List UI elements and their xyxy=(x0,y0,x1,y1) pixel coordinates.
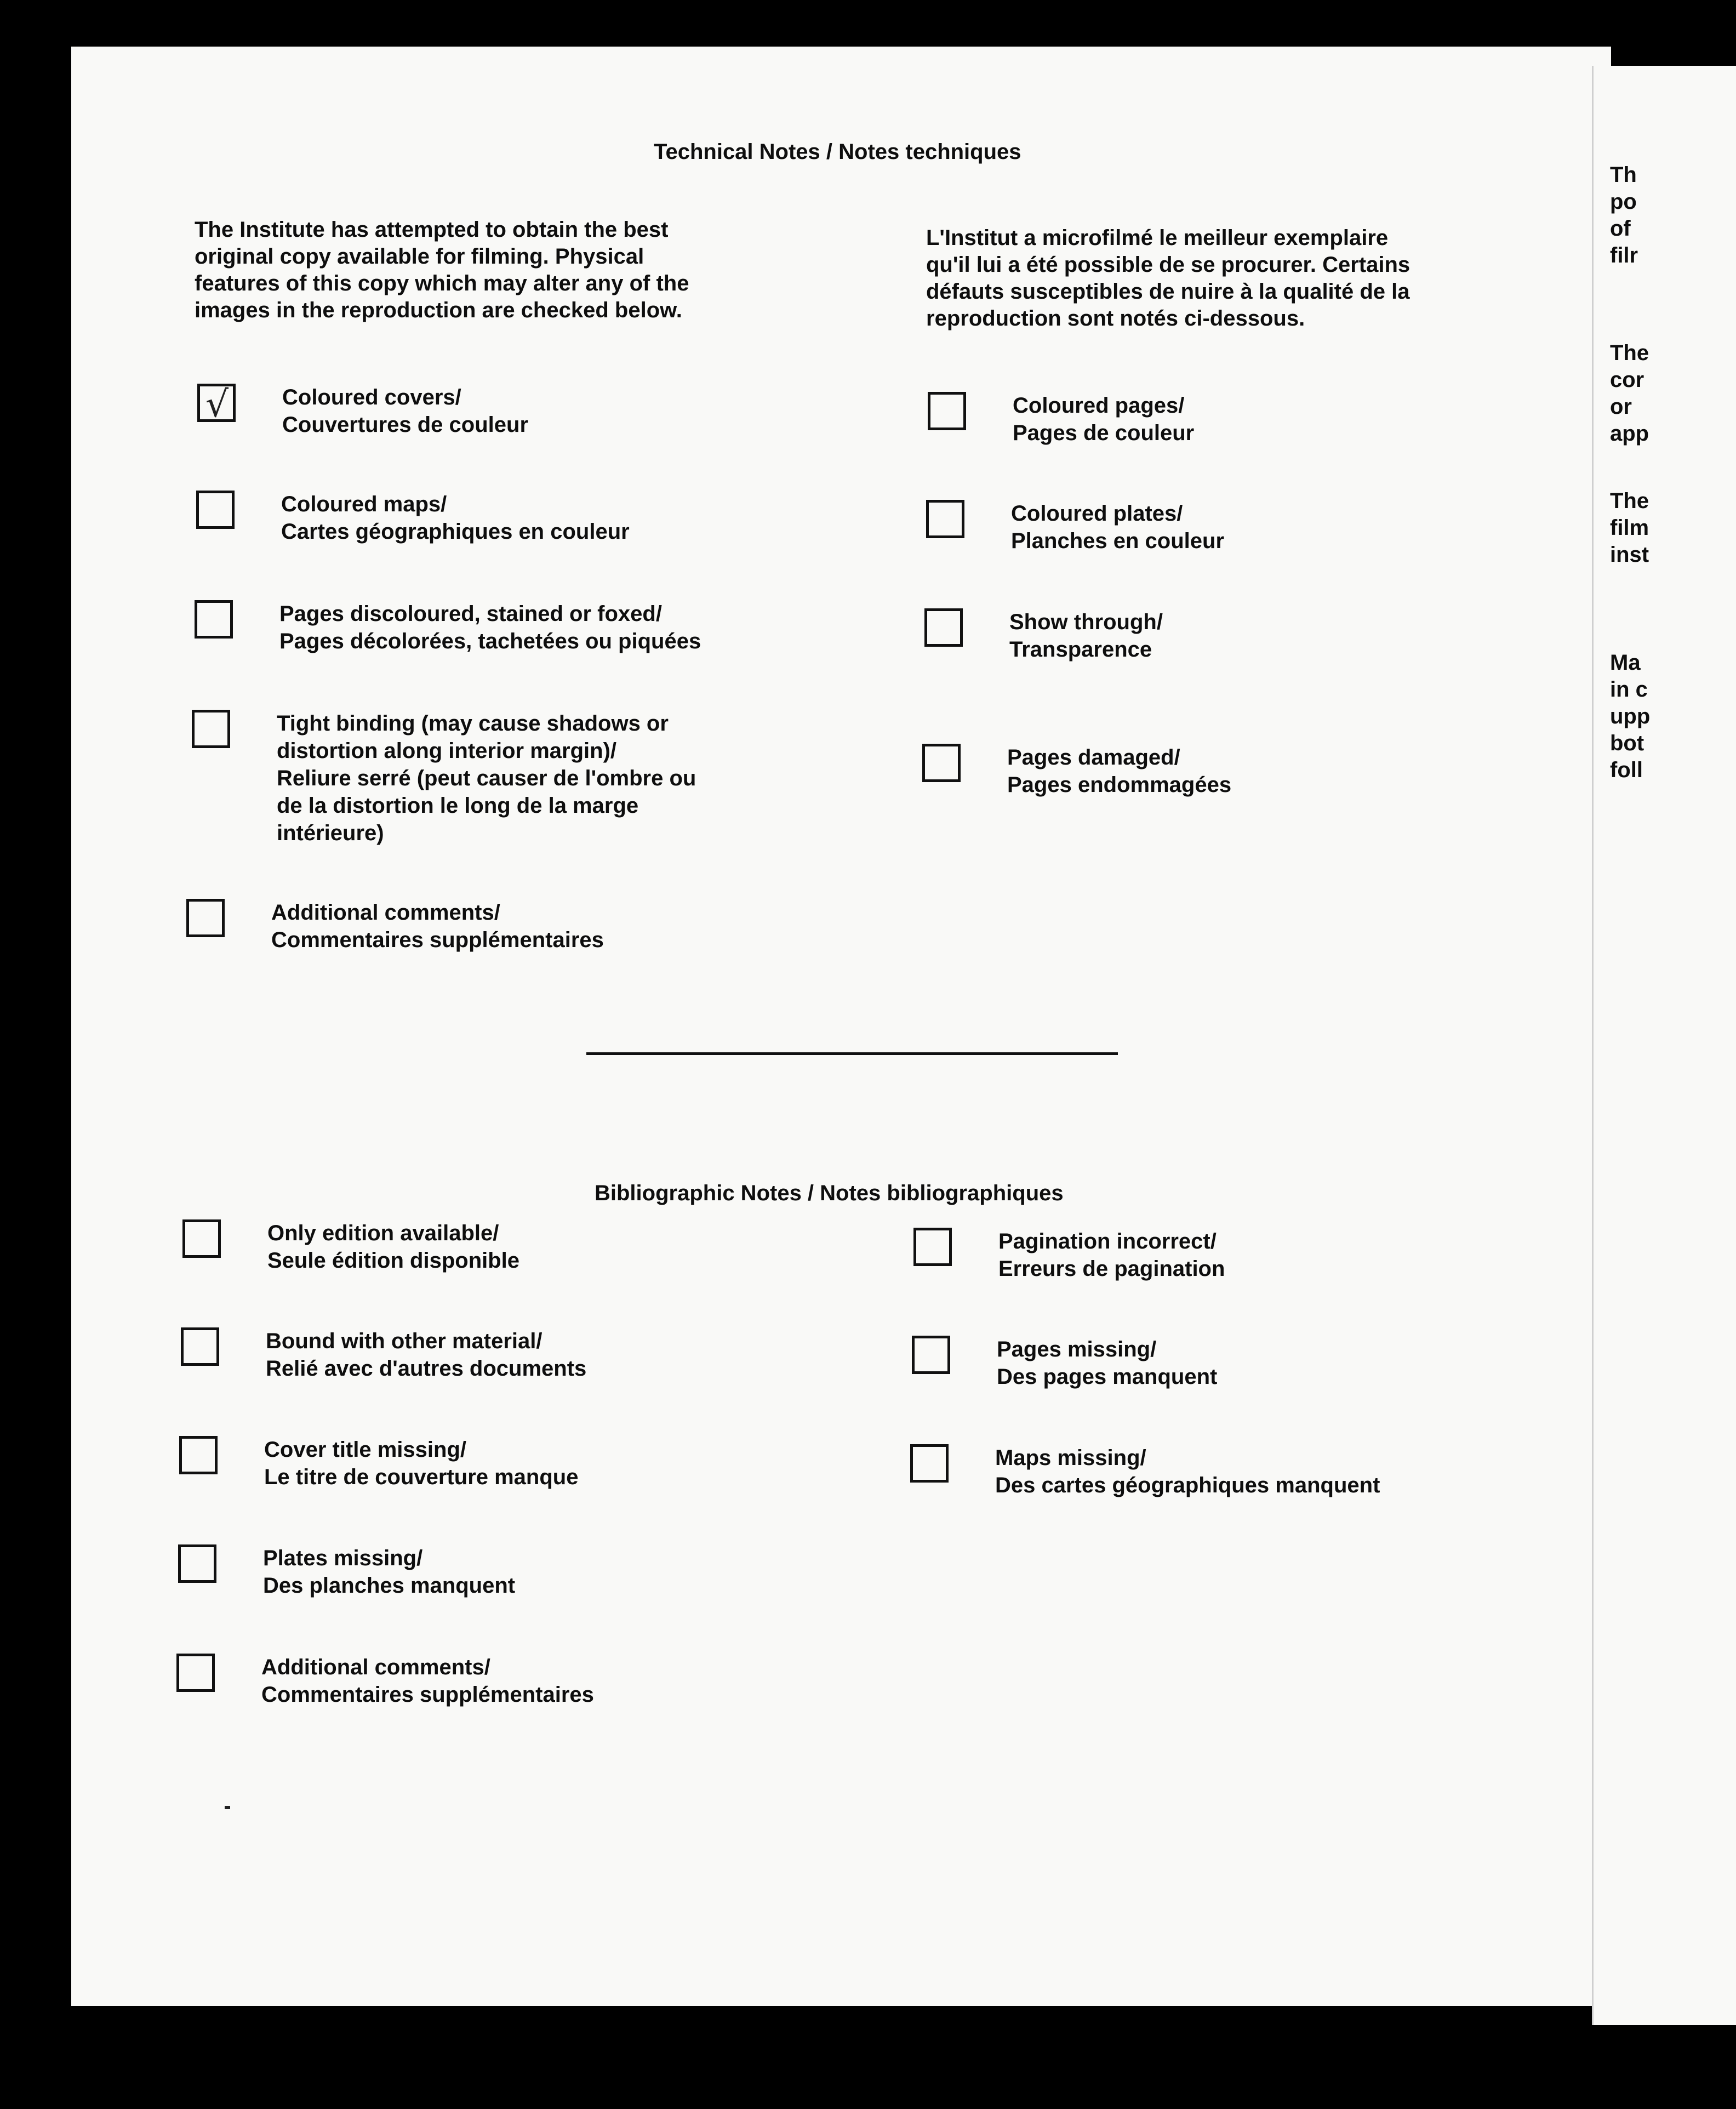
label-line: Pages discoloured, stained or foxed/ xyxy=(279,602,662,626)
item-label xyxy=(1011,500,1224,555)
fragment-text: inst xyxy=(1610,543,1649,567)
fragment-text: The xyxy=(1610,489,1649,513)
fragment-text: upp xyxy=(1610,704,1651,728)
checkbox-pages-missing[interactable] xyxy=(912,1336,950,1374)
label-line: Commentaires supplémentaires xyxy=(261,1683,594,1707)
item-label xyxy=(1009,608,1163,663)
label-line: Planches en couleur xyxy=(1011,529,1225,553)
document-page xyxy=(71,47,1611,2006)
item-label xyxy=(995,1444,1380,1499)
label-line: Pages endommagées xyxy=(1007,773,1232,797)
label-line: distortion along interior margin)/ xyxy=(277,739,616,763)
label-line: Additional comments/ xyxy=(271,900,500,925)
intro-french-line: défauts susceptibles de nuire à la qualité de la xyxy=(926,280,1410,304)
fragment-text: po xyxy=(1610,190,1637,214)
intro-french-line: qu'il lui a été possible de se procurer. Certains xyxy=(926,253,1410,277)
checkbox-bound-with[interactable] xyxy=(181,1327,219,1366)
label-line: Erreurs de pagination xyxy=(998,1257,1225,1281)
fragment-text: film xyxy=(1610,516,1649,540)
label-line: Coloured plates/ xyxy=(1011,501,1183,526)
label-line: Cover title missing/ xyxy=(264,1438,466,1462)
checkbox-cover-title-missing[interactable] xyxy=(179,1436,218,1474)
label-line: Bound with other material/ xyxy=(266,1329,542,1353)
item-label xyxy=(282,384,528,438)
checkbox-only-edition[interactable] xyxy=(182,1219,221,1258)
checkbox-coloured-pages[interactable] xyxy=(928,392,966,430)
label-line: Pages missing/ xyxy=(997,1337,1157,1361)
item-label xyxy=(1007,744,1231,799)
item-label xyxy=(997,1336,1217,1390)
fragment-text: foll xyxy=(1610,758,1643,782)
checkbox-additional-comments-bibliographic[interactable] xyxy=(176,1654,215,1692)
item-label xyxy=(998,1228,1225,1283)
label-line: Maps missing/ xyxy=(995,1446,1146,1470)
checkbox-additional-comments-technical[interactable] xyxy=(186,899,225,937)
fragment-text: or xyxy=(1610,395,1632,419)
label-line: Cartes géographiques en couleur xyxy=(281,520,630,544)
intro-english-line: features of this copy which may alter any of the xyxy=(195,271,689,295)
label-line: Des cartes géographiques manquent xyxy=(995,1473,1380,1497)
label-line: Transparence xyxy=(1009,637,1152,662)
checkbox-coloured-plates[interactable] xyxy=(926,500,964,538)
technical-notes-heading: Technical Notes / Notes techniques xyxy=(654,140,1021,164)
fragment-text: filr xyxy=(1610,243,1638,267)
label-line: Pages décolorées, tachetées ou piquées xyxy=(279,629,701,653)
checkbox-plates-missing[interactable] xyxy=(178,1544,216,1583)
checkbox-coloured-covers[interactable] xyxy=(197,383,236,425)
intro-french xyxy=(926,225,1410,332)
checkbox-pages-discoloured[interactable] xyxy=(195,600,233,639)
item-label xyxy=(266,1327,586,1382)
item-label xyxy=(263,1544,515,1599)
label-line: intérieure) xyxy=(277,821,384,845)
label-line: Only edition available/ xyxy=(267,1221,499,1245)
label-line: Commentaires supplémentaires xyxy=(271,928,604,952)
scan-speck xyxy=(225,1806,230,1809)
label-line: Des pages manquent xyxy=(997,1365,1218,1389)
checkbox-tight-binding[interactable] xyxy=(192,710,230,748)
item-label xyxy=(279,600,701,655)
intro-english-line: The Institute has attempted to obtain the best xyxy=(195,218,669,242)
item-label xyxy=(267,1219,519,1274)
label-line: Pages de couleur xyxy=(1013,421,1195,445)
label-line: Pagination incorrect/ xyxy=(998,1229,1217,1253)
checkmark-icon: √ xyxy=(205,383,229,425)
label-line: de la distortion le long de la marge xyxy=(277,794,639,818)
item-label xyxy=(261,1654,594,1708)
checkbox-pages-damaged[interactable] xyxy=(922,744,961,782)
intro-french-line: reproduction sont notés ci-dessous. xyxy=(926,306,1305,330)
label-line: Seule édition disponible xyxy=(267,1249,520,1273)
fragment-text: app xyxy=(1610,421,1649,446)
fragment-text: of xyxy=(1610,216,1631,241)
intro-english xyxy=(195,216,689,324)
fragment-text: in c xyxy=(1610,677,1648,702)
intro-english-line: images in the reproduction are checked below. xyxy=(195,298,682,322)
intro-english-line: original copy available for filming. Physical xyxy=(195,244,644,269)
label-line: Coloured covers/ xyxy=(282,385,461,409)
label-line: Additional comments/ xyxy=(261,1655,490,1679)
fragment-text: bot xyxy=(1610,731,1644,755)
item-label xyxy=(281,491,630,545)
label-line: Coloured maps/ xyxy=(281,492,447,516)
section-divider xyxy=(586,1052,1118,1055)
item-label xyxy=(277,710,696,847)
item-label xyxy=(264,1436,578,1491)
checkbox-maps-missing[interactable] xyxy=(910,1444,949,1483)
bibliographic-notes-heading: Bibliographic Notes / Notes bibliographiques xyxy=(595,1181,1064,1205)
label-line: Coloured pages/ xyxy=(1013,394,1185,418)
checkbox-show-through[interactable] xyxy=(924,608,963,647)
fragment-text: cor xyxy=(1610,368,1644,392)
fragment-text: The xyxy=(1610,341,1649,365)
label-line: Plates missing/ xyxy=(263,1546,423,1570)
label-line: Le titre de couverture manque xyxy=(264,1465,579,1489)
item-label xyxy=(271,899,604,954)
fragment-text: Ma xyxy=(1610,651,1641,675)
checkbox-coloured-maps[interactable] xyxy=(196,491,235,529)
fragment-text: Th xyxy=(1610,163,1637,187)
label-line: Tight binding (may cause shadows or xyxy=(277,711,669,736)
intro-french-line: L'Institut a microfilmé le meilleur exemplaire xyxy=(926,226,1389,250)
label-line: Relié avec d'autres documents xyxy=(266,1356,587,1381)
next-page-fragment xyxy=(1592,66,1736,2025)
label-line: Pages damaged/ xyxy=(1007,745,1180,770)
label-line: Reliure serré (peut causer de l'ombre ou xyxy=(277,766,696,790)
checkbox-pagination-incorrect[interactable] xyxy=(913,1228,952,1266)
label-line: Des planches manquent xyxy=(263,1574,516,1598)
item-label xyxy=(1013,392,1194,447)
label-line: Couvertures de couleur xyxy=(282,413,529,437)
label-line: Show through/ xyxy=(1009,610,1163,634)
